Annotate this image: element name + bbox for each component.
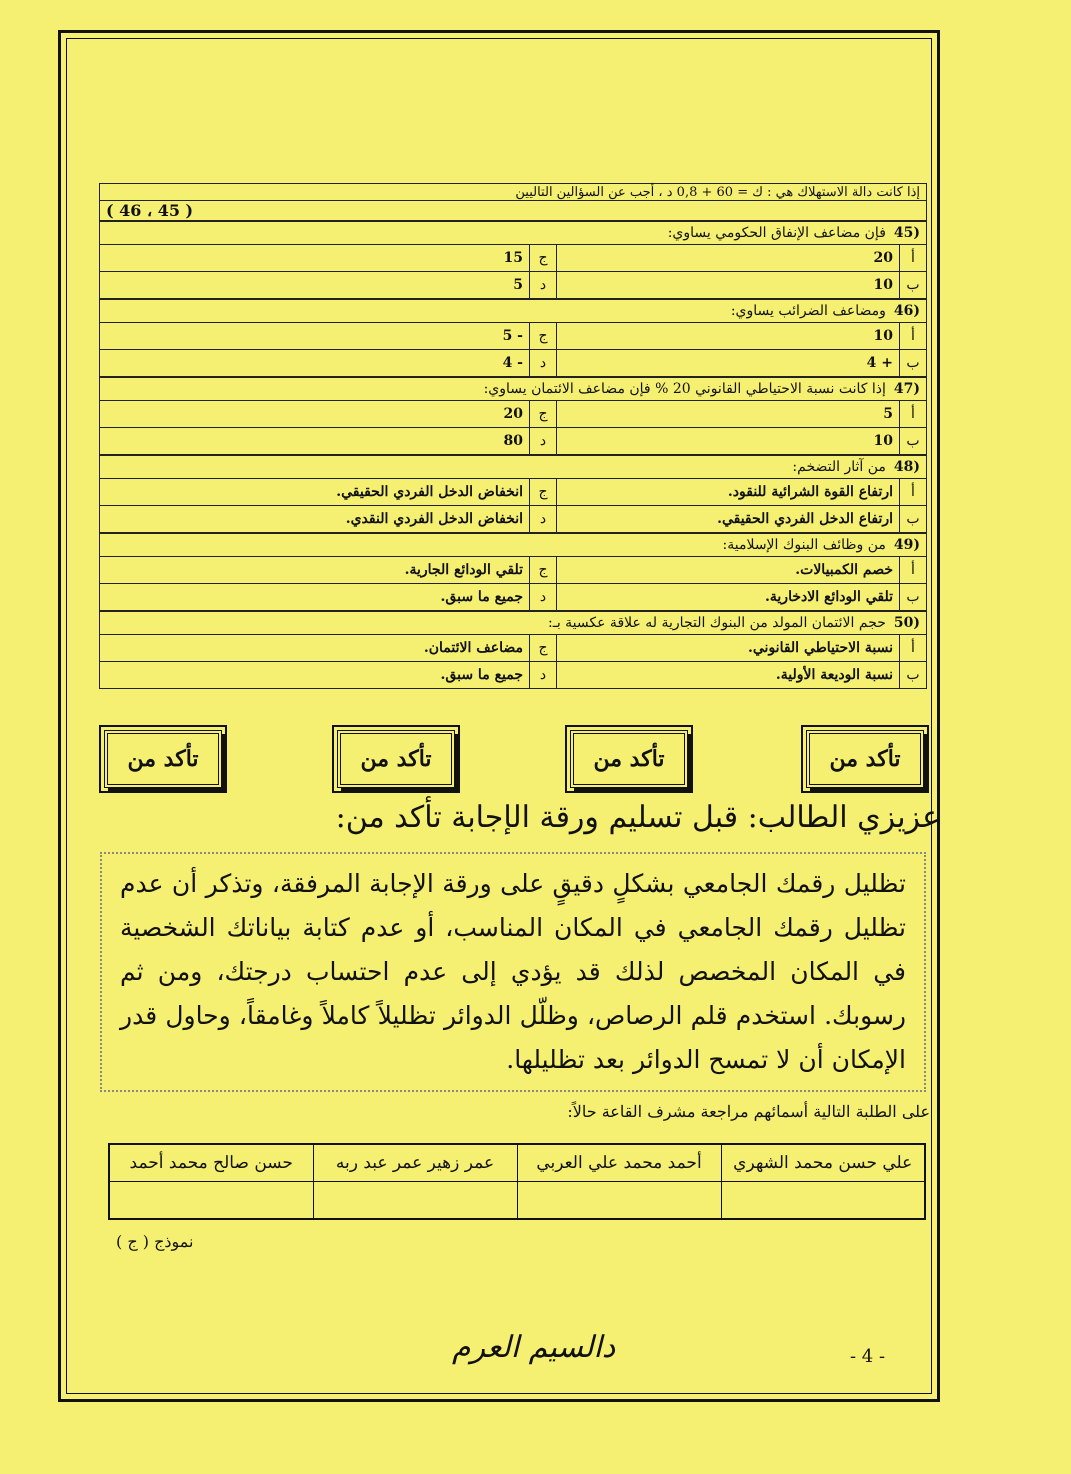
option-letter: أ xyxy=(900,479,927,506)
question-row xyxy=(100,377,927,401)
question-number: (50 xyxy=(893,615,920,631)
question-text: حجم الائتمان المولد من البنوك التجارية له علاقة عكسية بـ: xyxy=(548,615,886,631)
question-number: (47 xyxy=(893,381,920,397)
option-letter: د xyxy=(530,272,557,300)
question-text: من آثار التضخم: xyxy=(792,459,886,475)
question-number: (48 xyxy=(893,459,920,475)
question-row xyxy=(100,611,927,635)
question-number: (45 xyxy=(893,225,920,241)
students-empty-row xyxy=(109,1182,925,1220)
option-c-value: 20 xyxy=(100,401,530,428)
option-letter: أ xyxy=(900,401,927,428)
option-d-value: - 4 xyxy=(100,350,530,378)
option-a-value: 10 xyxy=(557,323,900,350)
option-d-value: انخفاض الدخل الفردي النقدي. xyxy=(100,506,530,534)
students-names-row xyxy=(109,1144,925,1182)
options-row xyxy=(100,635,927,662)
questions-table xyxy=(99,183,927,689)
question-cell xyxy=(100,377,927,401)
option-letter: د xyxy=(530,506,557,534)
options-row xyxy=(100,401,927,428)
student-cell-empty xyxy=(517,1182,721,1220)
option-letter: ج xyxy=(530,323,557,350)
question-row xyxy=(100,455,927,479)
option-b-value: 10 xyxy=(557,428,900,456)
question-cell xyxy=(100,455,927,479)
options-row xyxy=(100,428,927,456)
option-letter: د xyxy=(530,350,557,378)
option-d-value: 5 xyxy=(100,272,530,300)
option-letter: أ xyxy=(900,245,927,272)
option-letter: ج xyxy=(530,479,557,506)
question-cell xyxy=(100,611,927,635)
option-letter: أ xyxy=(900,323,927,350)
option-b-value: نسبة الوديعة الأولية. xyxy=(557,662,900,689)
student-name: أحمد محمد علي العربي xyxy=(517,1144,721,1182)
options-row xyxy=(100,272,927,300)
intro-range-row xyxy=(100,201,927,222)
option-a-value: ارتفاع القوة الشرائية للنقود. xyxy=(557,479,900,506)
intro-row xyxy=(100,184,927,201)
option-c-value: مضاعف الائتمان. xyxy=(100,635,530,662)
option-c-value: 15 xyxy=(100,245,530,272)
option-b-value: ارتفاع الدخل الفردي الحقيقي. xyxy=(557,506,900,534)
student-name: عمر زهير عمر عبد ربه xyxy=(313,1144,517,1182)
option-b-value: 10 xyxy=(557,272,900,300)
question-text: ومضاعف الضرائب يساوي: xyxy=(730,303,886,319)
intro-range: ( 45 ، 46 ) xyxy=(106,201,194,220)
question-text: فإن مضاعف الإنفاق الحكومي يساوي: xyxy=(667,225,886,241)
student-cell-empty xyxy=(109,1182,313,1220)
option-c-value: تلقي الودائع الجارية. xyxy=(100,557,530,584)
check-stamp: تأكد من xyxy=(570,730,688,788)
check-stamp: تأكد من xyxy=(104,730,222,788)
options-row xyxy=(100,662,927,689)
question-number: (49 xyxy=(893,537,920,553)
option-a-value: 5 xyxy=(557,401,900,428)
notice-body: تظليل رقمك الجامعي بشكلٍ دقيقٍ على ورقة الإجابة المرفقة، وتذكر أن عدم تظليل رقمك الجامعي في المكان المناسب، أو عدم كتابة بياناتك الشخصية في المكان المخصص لذلك قد يؤدي إلى عدم احتساب درجتك، ومن ثم رسوبك. استخدم قلم الرصاص، وظلّل الدوائر تظليلاً كاملاً وغامقاً، وحاول قدر الإمكان أن لا تمسح الدوائر بعد تظليلها. xyxy=(100,852,926,1092)
option-a-value: خصم الكمبيالات. xyxy=(557,557,900,584)
option-letter: د xyxy=(530,662,557,689)
option-letter: ب xyxy=(900,506,927,534)
option-d-value: جميع ما سبق. xyxy=(100,662,530,689)
notice-title: عزيزي الطالب: قبل تسليم ورقة الإجابة تأكد من: xyxy=(335,800,940,835)
question-text: إذا كانت نسبة الاحتياطي القانوني 20 % فإن مضاعف الائتمان يساوي: xyxy=(483,381,886,397)
students-table xyxy=(108,1143,926,1220)
option-b-value: تلقي الودائع الادخارية. xyxy=(557,584,900,612)
question-row xyxy=(100,299,927,323)
options-row xyxy=(100,245,927,272)
page-number: - 4 - xyxy=(850,1346,886,1367)
option-letter: ج xyxy=(530,401,557,428)
options-row xyxy=(100,584,927,612)
option-letter: د xyxy=(530,584,557,612)
question-row xyxy=(100,221,927,245)
option-d-value: 80 xyxy=(100,428,530,456)
question-row xyxy=(100,533,927,557)
option-letter: أ xyxy=(900,557,927,584)
student-name: حسن صالح محمد أحمد xyxy=(109,1144,313,1182)
handwritten-signature: دالسيم العرم xyxy=(452,1330,616,1365)
option-letter: ب xyxy=(900,350,927,378)
option-c-value: انخفاض الدخل الفردي الحقيقي. xyxy=(100,479,530,506)
student-cell-empty xyxy=(313,1182,517,1220)
option-d-value: جميع ما سبق. xyxy=(100,584,530,612)
model-label: نموذج ( ج ) xyxy=(116,1232,194,1251)
option-a-value: نسبة الاحتياطي القانوني. xyxy=(557,635,900,662)
options-row xyxy=(100,506,927,534)
option-letter: ب xyxy=(900,584,927,612)
student-cell-empty xyxy=(721,1182,925,1220)
check-stamp: تأكد من xyxy=(806,730,924,788)
option-letter: ب xyxy=(900,662,927,689)
question-text: من وظائف البنوك الإسلامية: xyxy=(722,537,886,553)
option-letter: ب xyxy=(900,428,927,456)
options-row xyxy=(100,557,927,584)
intro-text: إذا كانت دالة الاستهلاك هي : ك = 60 + 0,8 د ، أجب عن السؤالين التاليين xyxy=(515,184,920,200)
option-letter: أ xyxy=(900,635,927,662)
option-letter: ب xyxy=(900,272,927,300)
student-name: علي حسن محمد الشهري xyxy=(721,1144,925,1182)
option-letter: ج xyxy=(530,557,557,584)
check-stamp: تأكد من xyxy=(337,730,455,788)
option-letter: د xyxy=(530,428,557,456)
options-row xyxy=(100,479,927,506)
options-row xyxy=(100,350,927,378)
option-a-value: 20 xyxy=(557,245,900,272)
question-number: (46 xyxy=(893,303,920,319)
question-cell xyxy=(100,221,927,245)
students-title: على الطلبة التالية أسمائهم مراجعة مشرف القاعة حالاً: xyxy=(567,1102,930,1121)
option-c-value: - 5 xyxy=(100,323,530,350)
option-letter: ج xyxy=(530,635,557,662)
option-b-value: + 4 xyxy=(557,350,900,378)
option-letter: ج xyxy=(530,245,557,272)
question-cell xyxy=(100,533,927,557)
question-cell xyxy=(100,299,927,323)
options-row xyxy=(100,323,927,350)
